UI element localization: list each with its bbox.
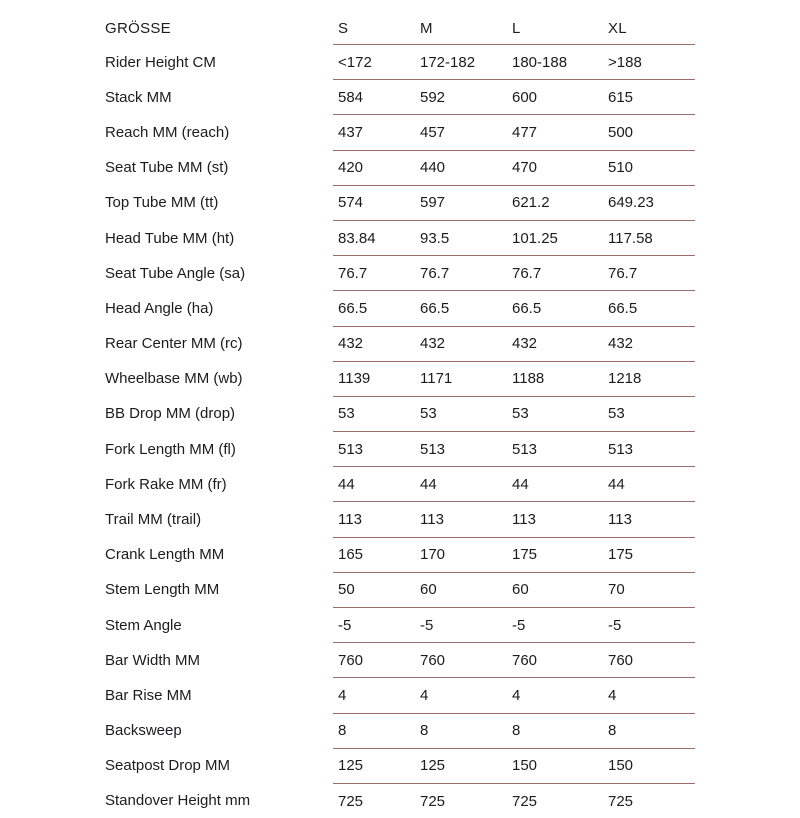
cell-value: 513 [333, 432, 415, 467]
cell-value: <172 [333, 45, 415, 80]
cell-value: 4 [603, 678, 695, 713]
cell-value: 432 [415, 326, 507, 361]
cell-value: 420 [333, 150, 415, 185]
cell-value: 150 [507, 748, 603, 783]
row-label: Wheelbase MM (wb) [105, 370, 243, 388]
table-row [105, 150, 695, 185]
row-label: Fork Length MM (fl) [105, 440, 236, 458]
cell-value: 180-188 [507, 45, 603, 80]
cell-value: 8 [603, 713, 695, 748]
size-column-header-m: M [420, 19, 433, 37]
table-row [105, 608, 695, 643]
row-label: Rider Height CM [105, 53, 216, 71]
cell-value: 440 [415, 150, 507, 185]
cell-value: 76.7 [507, 256, 603, 291]
row-label: Seatpost Drop MM [105, 757, 231, 775]
cell-value: 725 [507, 783, 603, 818]
row-label: Top Tube MM (tt) [105, 194, 219, 212]
row-label: Stack MM [105, 88, 172, 106]
table-row [105, 467, 695, 502]
table-row [105, 537, 695, 572]
cell-value: 53 [333, 396, 415, 431]
cell-value: 93.5 [415, 220, 507, 255]
cell-value: 615 [603, 80, 695, 115]
cell-value: 513 [507, 432, 603, 467]
cell-value: 175 [603, 537, 695, 572]
row-label: Seat Tube Angle (sa) [105, 264, 246, 282]
row-label: Backsweep [105, 722, 182, 740]
size-spec-table [105, 12, 695, 818]
row-label: Rear Center MM (rc) [105, 335, 243, 353]
geometry-table [105, 12, 695, 818]
cell-value: 70 [603, 572, 695, 607]
cell-value: 760 [415, 643, 507, 678]
cell-value: 165 [333, 537, 415, 572]
row-label: BB Drop MM (drop) [105, 405, 236, 423]
cell-value: 437 [333, 115, 415, 150]
table-row [105, 678, 695, 713]
row-label: Reach MM (reach) [105, 123, 230, 141]
cell-value: 8 [415, 713, 507, 748]
table-row [105, 185, 695, 220]
table-row [105, 643, 695, 678]
cell-value: 1139 [333, 361, 415, 396]
cell-value: -5 [507, 608, 603, 643]
cell-value: 175 [507, 537, 603, 572]
cell-value: 101.25 [507, 220, 603, 255]
row-label: Head Tube MM (ht) [105, 229, 235, 247]
size-column-header-s: S [338, 19, 349, 37]
cell-value: 83.84 [333, 220, 415, 255]
row-label: Bar Rise MM [105, 686, 192, 704]
cell-value: 457 [415, 115, 507, 150]
row-label: Stem Length MM [105, 581, 220, 599]
cell-value: 574 [333, 185, 415, 220]
cell-value: 500 [603, 115, 695, 150]
table-row [105, 326, 695, 361]
table-row [105, 291, 695, 326]
cell-value: 44 [333, 467, 415, 502]
cell-value: 76.7 [333, 256, 415, 291]
cell-value: 76.7 [603, 256, 695, 291]
cell-value: 125 [415, 748, 507, 783]
row-label: Stem Angle [105, 616, 182, 634]
table-row [105, 361, 695, 396]
cell-value: 172-182 [415, 45, 507, 80]
cell-value: 760 [603, 643, 695, 678]
table-row [105, 432, 695, 467]
row-label: Trail MM (trail) [105, 511, 202, 529]
cell-value: 477 [507, 115, 603, 150]
table-row [105, 45, 695, 80]
cell-value: 4 [415, 678, 507, 713]
cell-value: 649.23 [603, 185, 695, 220]
cell-value: 113 [603, 502, 695, 537]
row-label: Fork Rake MM (fr) [105, 475, 227, 493]
cell-value: 513 [603, 432, 695, 467]
table-row [105, 220, 695, 255]
size-column-header-l: L [512, 19, 521, 37]
cell-value: 150 [603, 748, 695, 783]
cell-value: 592 [415, 80, 507, 115]
table-row [105, 396, 695, 431]
table-row [105, 502, 695, 537]
cell-value: 44 [507, 467, 603, 502]
cell-value: 432 [603, 326, 695, 361]
cell-value: 760 [333, 643, 415, 678]
cell-value: -5 [415, 608, 507, 643]
cell-value: -5 [333, 608, 415, 643]
cell-value: 8 [507, 713, 603, 748]
cell-value: 170 [415, 537, 507, 572]
cell-value: 4 [333, 678, 415, 713]
cell-value: 44 [415, 467, 507, 502]
size-column-header-xl: XL [608, 19, 627, 37]
table-row [105, 713, 695, 748]
cell-value: 725 [333, 783, 415, 818]
table-row [105, 115, 695, 150]
cell-value: 432 [333, 326, 415, 361]
cell-value: 513 [415, 432, 507, 467]
cell-value: >188 [603, 45, 695, 80]
cell-value: 1188 [507, 361, 603, 396]
table-row [105, 783, 695, 818]
row-label: Seat Tube MM (st) [105, 159, 229, 177]
cell-value: 432 [507, 326, 603, 361]
cell-value: 600 [507, 80, 603, 115]
cell-value: 8 [333, 713, 415, 748]
cell-value: 470 [507, 150, 603, 185]
table-row [105, 748, 695, 783]
cell-value: 66.5 [507, 291, 603, 326]
cell-value: 113 [415, 502, 507, 537]
row-label: Standover Height mm [105, 792, 251, 810]
header-row [105, 12, 695, 45]
cell-value: 53 [507, 396, 603, 431]
cell-value: 66.5 [333, 291, 415, 326]
cell-value: 760 [507, 643, 603, 678]
cell-value: 44 [603, 467, 695, 502]
cell-value: -5 [603, 608, 695, 643]
cell-value: 725 [603, 783, 695, 818]
cell-value: 60 [415, 572, 507, 607]
cell-value: 53 [603, 396, 695, 431]
cell-value: 113 [333, 502, 415, 537]
cell-value: 1171 [415, 361, 507, 396]
cell-value: 597 [415, 185, 507, 220]
cell-value: 125 [333, 748, 415, 783]
table-row [105, 80, 695, 115]
cell-value: 621.2 [507, 185, 603, 220]
cell-value: 584 [333, 80, 415, 115]
cell-value: 66.5 [603, 291, 695, 326]
cell-value: 50 [333, 572, 415, 607]
cell-value: 4 [507, 678, 603, 713]
cell-value: 725 [415, 783, 507, 818]
table-row [105, 572, 695, 607]
cell-value: 53 [415, 396, 507, 431]
size-header-label: GRÖSSE [105, 19, 171, 37]
row-label: Head Angle (ha) [105, 299, 214, 317]
cell-value: 113 [507, 502, 603, 537]
row-label: Crank Length MM [105, 546, 225, 564]
cell-value: 117.58 [603, 220, 695, 255]
row-label: Bar Width MM [105, 651, 201, 669]
cell-value: 66.5 [415, 291, 507, 326]
cell-value: 76.7 [415, 256, 507, 291]
cell-value: 60 [507, 572, 603, 607]
cell-value: 510 [603, 150, 695, 185]
cell-value: 1218 [603, 361, 695, 396]
table-row [105, 256, 695, 291]
